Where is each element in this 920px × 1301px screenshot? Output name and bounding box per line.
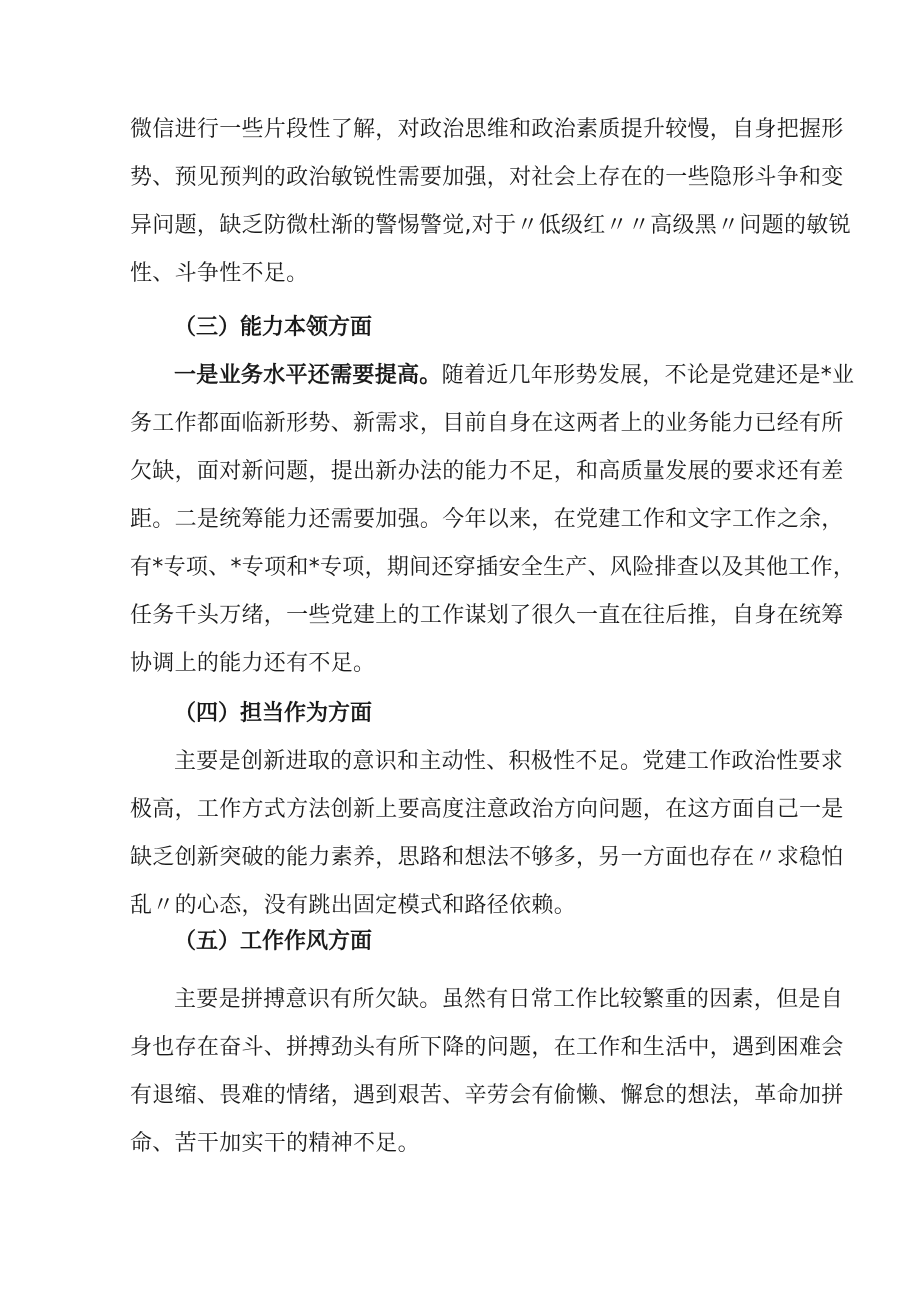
text-line: 势、预见预判的政治敏锐性需要加强，对社会上存在的一些隐形斗争和变 <box>130 165 844 190</box>
text-line: 微信进行一些片段性了解，对政治思维和政治素质提升较慢，自身把握形 <box>130 117 844 142</box>
section-heading-responsibility: （四）担当作为方面 <box>174 701 373 726</box>
text-line: 缺乏创新突破的能力素养，思路和想法不够多，另一方面也存在〃求稳怕 <box>130 845 844 870</box>
text-line: 距。二是统筹能力还需要加强。今年以来，在党建工作和文字工作之余， <box>130 507 844 532</box>
text-line <box>130 352 855 400</box>
text-line: 任务千头万绪，一些党建上的工作谋划了很久一直在往后推，自身在统筹 <box>130 603 844 628</box>
text-line: 身也存在奋斗、拼搏劲头有所下降的问题，在工作和生活中，遇到困难会 <box>130 1035 844 1060</box>
text-line: 性、斗争性不足。 <box>130 261 309 286</box>
lead-sentence: 一是业务水平还需要提高。 <box>174 363 442 388</box>
paragraph-ability <box>130 352 856 688</box>
text-line: 乱〃的心态，没有跳出固定模式和路径依赖。 <box>130 893 577 918</box>
text-line: 欠缺，面对新问题，提出新办法的能力不足，和高质量发展的要求还有差 <box>130 459 844 484</box>
text-line-content: 主要是创新进取的意识和主动性、积极性不足。党建工作政治性要求 <box>174 749 844 774</box>
section-heading-ability: （三）能力本领方面 <box>174 315 373 340</box>
section-heading-work-style: （五）工作作风方面 <box>174 929 373 954</box>
text-line: 异问题，缺乏防微杜渐的警惕警觉,对于〃低级红〃〃高级黑〃问题的敏锐 <box>130 213 851 238</box>
text-line-content: 主要是拼搏意识有所欠缺。虽然有日常工作比较繁重的因素，但是自 <box>174 987 844 1012</box>
text-line: 务工作都面临新形势、新需求，目前自身在这两者上的业务能力已经有所 <box>130 411 844 436</box>
paragraph-responsibility <box>130 738 844 930</box>
paragraph-work-style <box>130 976 844 1168</box>
text-line <box>130 976 844 1024</box>
text-line: 极高，工作方式方法创新上要高度注意政治方向问题，在这方面自己一是 <box>130 797 844 822</box>
text-line: 有*专项、*专项和*专项，期间还穿插安全生产、风险排查以及其他工作， <box>130 555 856 580</box>
text-line <box>130 738 844 786</box>
text-line: 命、苦干加实干的精神不足。 <box>130 1131 420 1156</box>
text-line: 有退缩、畏难的情绪，遇到艰苦、辛劳会有偷懒、懈怠的想法，革命加拼 <box>130 1083 844 1108</box>
text-line: 协调上的能力还有不足。 <box>130 651 376 676</box>
paragraph-political-awareness <box>130 106 851 298</box>
lead-rest: 随着近几年形势发展，不论是党建还是*业 <box>441 363 855 388</box>
